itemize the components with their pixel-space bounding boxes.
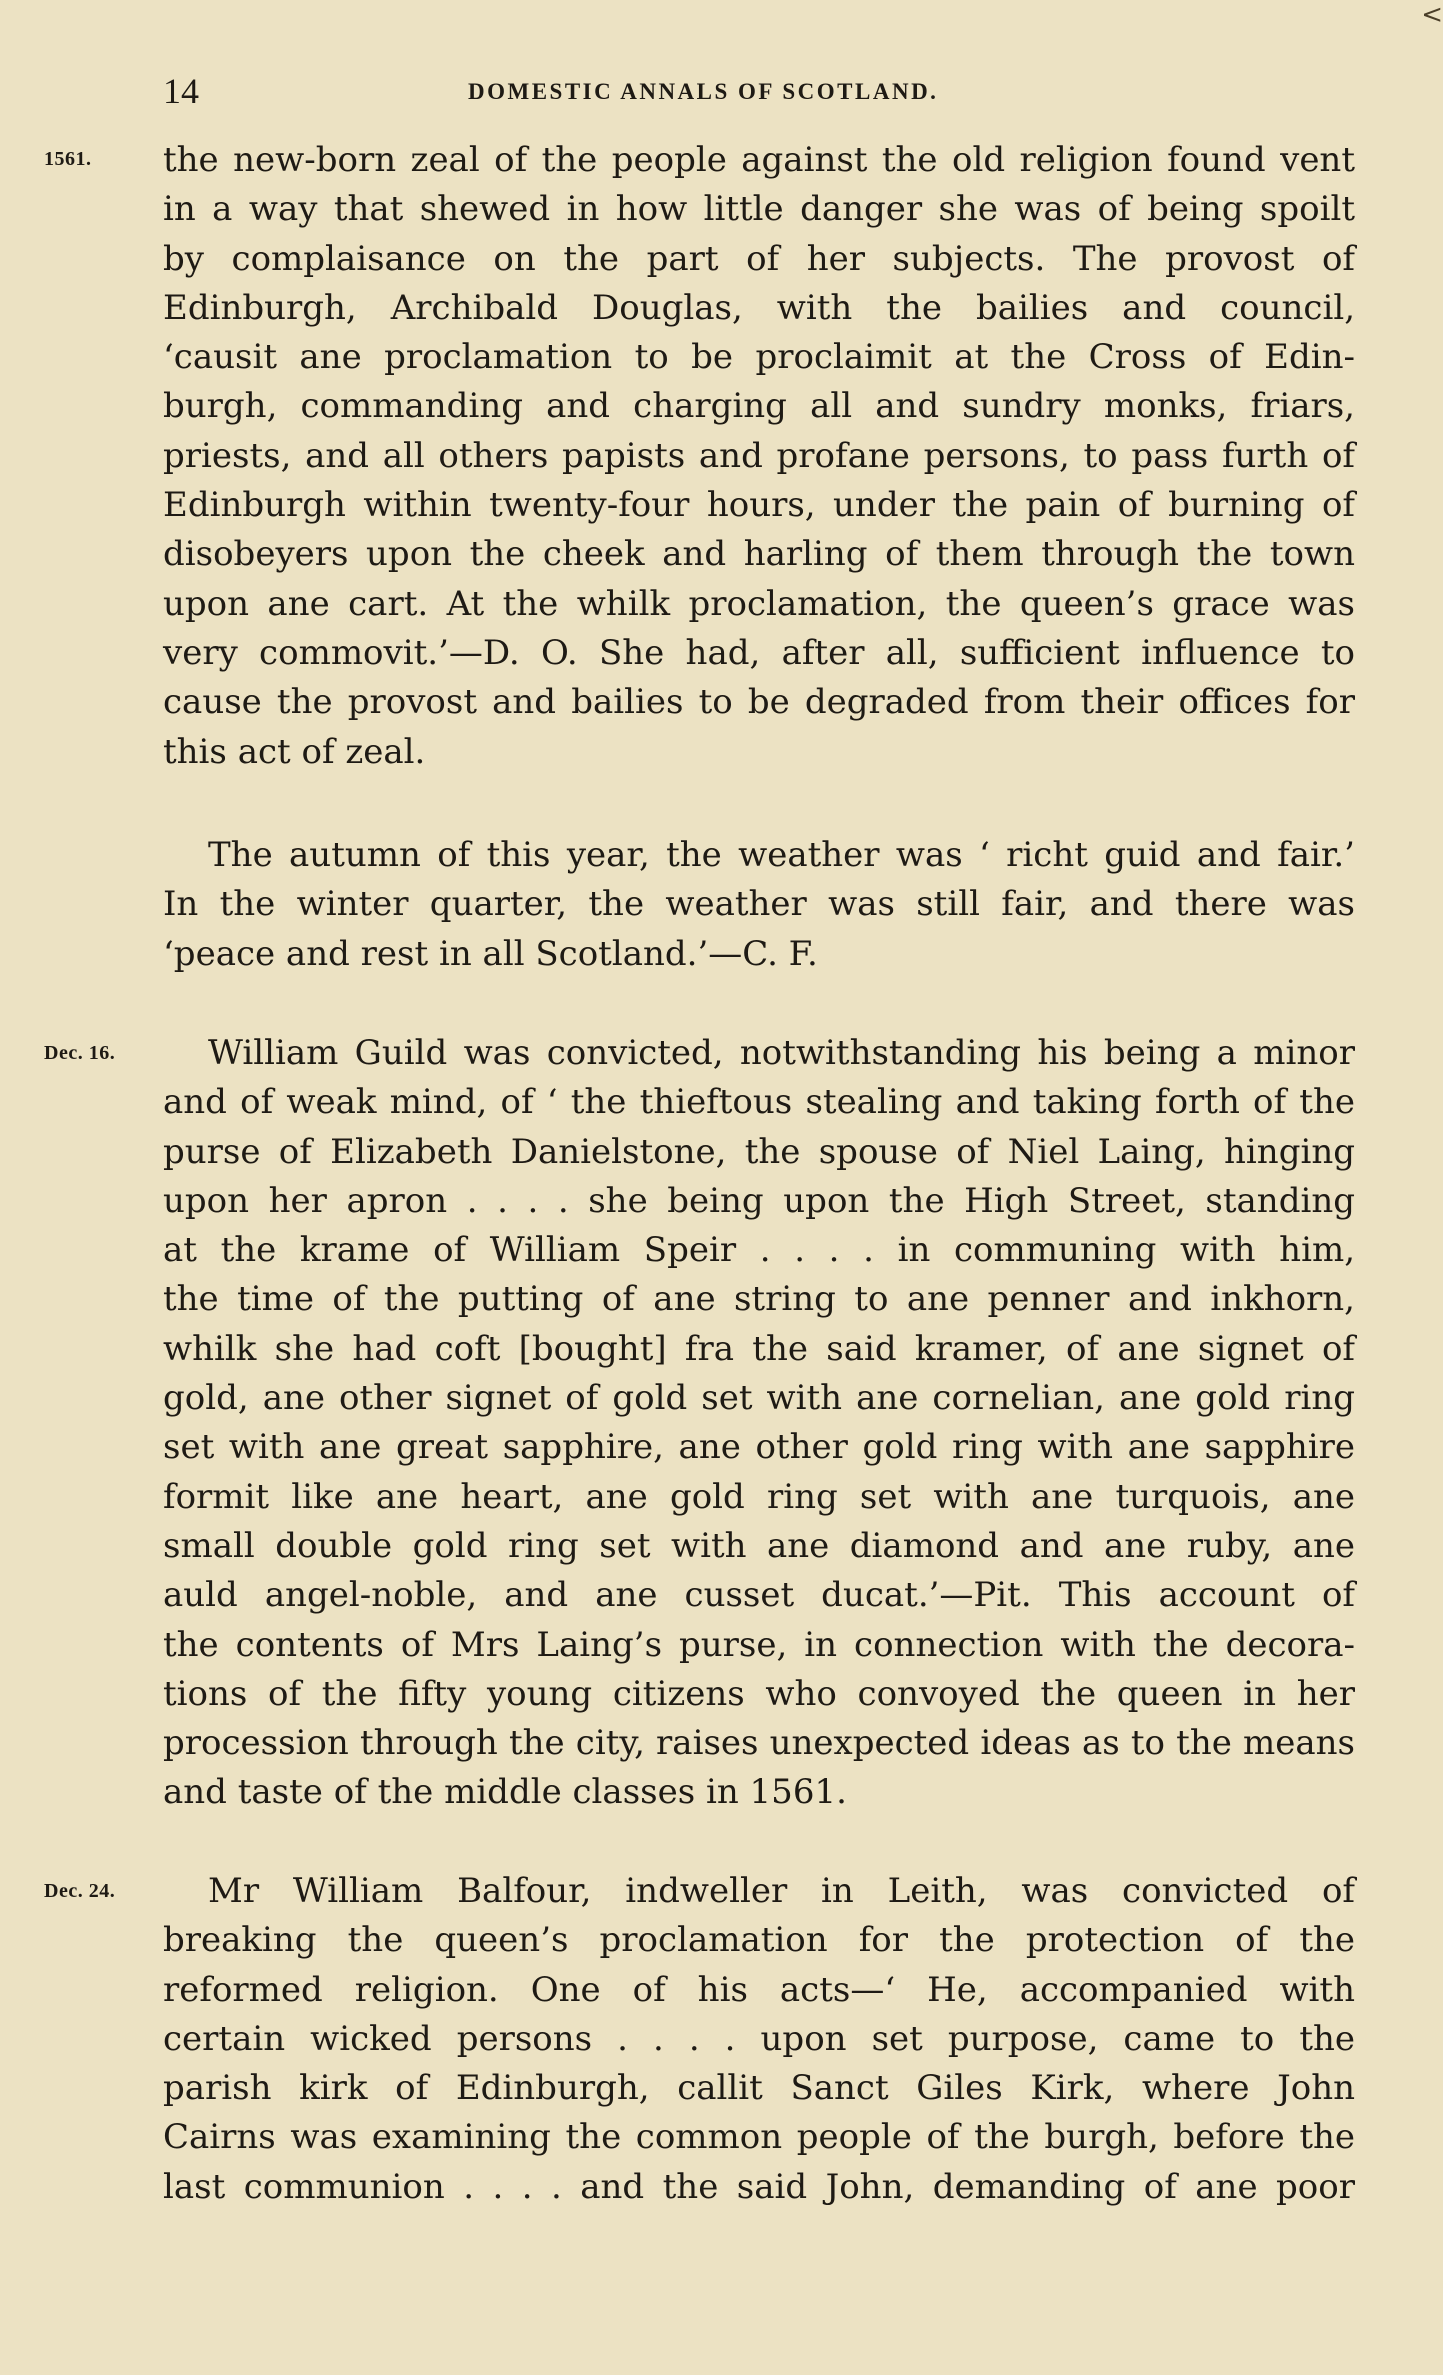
- text-line: the new-born zeal of the people against the old religion found vent: [163, 140, 1355, 180]
- running-head: [163, 70, 1353, 120]
- page-edge-mark: <: [1421, 0, 1443, 30]
- text-line: auld angel-noble, and ane cusset ducat.’—Pit. This account of: [163, 1575, 1355, 1616]
- text-line: this act of zeal.: [163, 731, 426, 772]
- text-line: ‘peace and rest in all Scotland.’—C. F.: [163, 933, 818, 974]
- text-line: reformed religion. One of his acts—‘ He, accompanied with: [163, 1969, 1355, 2010]
- side-note-date-dec-16: Dec. 16.: [44, 1042, 116, 1064]
- text-line: The autumn of this year, the weather was ‘ richt guid and fair.’: [208, 835, 1355, 875]
- text-line: priests, and all others papists and profane persons, to pass furth of: [163, 435, 1355, 476]
- text-line: small double gold ring set with ane diamond and ane ruby, ane: [163, 1525, 1355, 1566]
- text-line: whilk she had coft [bought] fra the said kramer, of ane signet of: [163, 1328, 1355, 1369]
- text-line: and of weak mind, of ‘ the thieftous stealing and taking forth of the: [163, 1082, 1355, 1123]
- side-note-date-dec-24: Dec. 24.: [44, 1880, 116, 1902]
- paragraph-weather: [163, 831, 1355, 979]
- text-line: by complaisance on the part of her subjects. The provost of: [163, 238, 1355, 279]
- text-line: ‘causit ane proclamation to be proclaimit at the Cross of Edin-: [163, 337, 1355, 378]
- text-line: parish kirk of Edinburgh, callit Sanct Giles Kirk, where John: [163, 2068, 1355, 2109]
- text-line: purse of Elizabeth Danielstone, the spouse of Niel Laing, hinging: [163, 1131, 1355, 1172]
- text-line: the contents of Mrs Laing’s purse, in connection with the decora-: [163, 1624, 1355, 1665]
- side-note-year: 1561.: [44, 148, 92, 170]
- text-line: procession through the city, raises unexpected ideas as to the means: [163, 1723, 1355, 1764]
- text-line: Cairns was examining the common people of the burgh, before the: [163, 2117, 1355, 2158]
- running-title: DOMESTIC ANNALS OF SCOTLAND.: [468, 79, 939, 104]
- text-line: upon her apron . . . . she being upon the High Street, standing: [163, 1180, 1355, 1221]
- text-line: certain wicked persons . . . . upon set purpose, came to the: [163, 2018, 1355, 2059]
- text-line: set with ane great sapphire, ane other gold ring with ane sapphire: [163, 1427, 1355, 1468]
- text-line: William Guild was convicted, notwithstanding his being a minor: [208, 1033, 1355, 1073]
- text-line: Edinburgh within twenty-four hours, under the pain of burning of: [163, 485, 1355, 526]
- text-line: at the krame of William Speir . . . . in communing with him,: [163, 1230, 1355, 1271]
- text-line: the time of the putting of ane string to ane penner and inkhorn,: [163, 1279, 1355, 1320]
- text-line: and taste of the middle classes in 1561.: [163, 1772, 847, 1813]
- text-line: Mr William Balfour, indweller in Leith, was convicted of: [208, 1871, 1355, 1911]
- text-line: gold, ane other signet of gold set with ane cornelian, ane gold ring: [163, 1378, 1355, 1419]
- text-line: very commovit.’—D. O. She had, after all, sufficient influence to: [163, 632, 1355, 673]
- text-line: in a way that shewed in how little danger she was of being spoilt: [163, 189, 1355, 230]
- page-number: 14: [163, 71, 199, 111]
- text-line: last communion . . . . and the said John, demanding of ane poor: [163, 2166, 1355, 2207]
- text-line: upon ane cart. At the whilk proclamation, the queen’s grace was: [163, 583, 1355, 624]
- text-line: In the winter quarter, the weather was still fair, and there was: [163, 884, 1355, 925]
- text-line: cause the provost and bailies to be degraded from their offices for: [163, 682, 1355, 723]
- paragraph-1561: [163, 136, 1355, 777]
- text-line: breaking the queen’s proclamation for the protection of the: [163, 1920, 1355, 1961]
- paragraph-dec-24: [163, 1867, 1355, 2212]
- text-line: disobeyers upon the cheek and harling of them through the town: [163, 534, 1355, 575]
- text-line: formit like ane heart, ane gold ring set with ane turquois, ane: [163, 1476, 1355, 1517]
- paragraph-dec-16: [163, 1029, 1355, 1818]
- text-line: tions of the fifty young citizens who convoyed the queen in her: [163, 1673, 1355, 1714]
- text-line: burgh, commanding and charging all and sundry monks, friars,: [163, 386, 1355, 427]
- text-line: Edinburgh, Archibald Douglas, with the bailies and council,: [163, 287, 1355, 328]
